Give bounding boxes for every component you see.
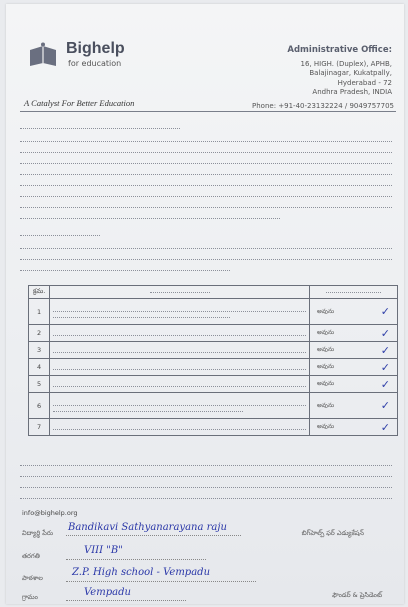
- check-mark-icon[interactable]: ✓: [380, 326, 390, 340]
- row-number: 4: [29, 359, 50, 376]
- brand-name: Bighelp: [66, 40, 125, 57]
- office-line: Hyderabad - 72: [337, 78, 392, 87]
- organization-sign: బిగ్‌హెల్ప్ ఫర్ ఎడ్యుకేషన్: [301, 529, 364, 537]
- office-title: Administrative Office:: [287, 45, 392, 55]
- check-mark-icon[interactable]: ✓: [380, 399, 390, 412]
- row-number: 2: [29, 325, 50, 342]
- question-table: [28, 285, 398, 436]
- table-row: 2 అవును ✓: [29, 325, 398, 342]
- header-answer: [310, 286, 398, 299]
- school-label: పాఠశాల: [22, 574, 43, 582]
- office-line: Andhra Pradesh, INDIA: [312, 88, 392, 96]
- class-value: VIII "B": [84, 545, 123, 556]
- table-row: 7 అవును ✓: [29, 419, 398, 436]
- contact-email: info@bighelp.org: [22, 509, 78, 517]
- office-address: [232, 46, 392, 98]
- table-row: 3 అవును ✓: [29, 342, 398, 359]
- header-question: [50, 286, 310, 299]
- tagline: A Catalyst For Better Education: [24, 98, 135, 108]
- office-line: Balajinagar, Kukatpally,: [309, 69, 392, 77]
- table-header: [29, 286, 398, 299]
- brand-subtitle: for education: [68, 59, 122, 68]
- village-value: Vempadu: [84, 587, 131, 598]
- row-number: 6: [29, 393, 50, 419]
- row-number: 3: [29, 342, 50, 359]
- table-row: 4 అవును ✓: [29, 359, 398, 376]
- village-label: గ్రామం: [22, 593, 38, 601]
- president-sign: ఫౌండర్ & ప్రెసిడెంట్: [332, 591, 382, 599]
- check-mark-icon[interactable]: ✓: [380, 420, 390, 434]
- student-name-value: Bandikavi Sathyanarayana raju: [68, 522, 227, 533]
- table-row: 5 అవును ✓: [29, 376, 398, 393]
- table-row: 1 అవును ✓: [29, 299, 398, 325]
- name-label: విద్యార్థి పేరు: [22, 529, 54, 537]
- header-number: క్రమ.: [29, 286, 50, 299]
- check-mark-icon[interactable]: ✓: [380, 343, 390, 357]
- header-divider: [20, 111, 396, 112]
- form-page: [6, 4, 404, 604]
- book-logo-icon: [28, 42, 58, 68]
- check-mark-icon[interactable]: ✓: [380, 305, 390, 318]
- check-mark-icon[interactable]: ✓: [380, 360, 390, 374]
- class-label: తరగతి: [22, 552, 40, 560]
- row-number: 1: [29, 299, 50, 325]
- phone-number: Phone: +91-40-23132224 / 9049757705: [252, 102, 394, 110]
- row-number: 5: [29, 376, 50, 393]
- check-mark-icon[interactable]: ✓: [380, 377, 390, 391]
- school-value: Z.P. High school - Vempadu: [72, 567, 211, 578]
- office-line: 16, HIGH. (Duplex), APHB,: [300, 59, 392, 68]
- table-row: 6 అవును ✓: [29, 393, 398, 419]
- row-number: 7: [29, 419, 50, 436]
